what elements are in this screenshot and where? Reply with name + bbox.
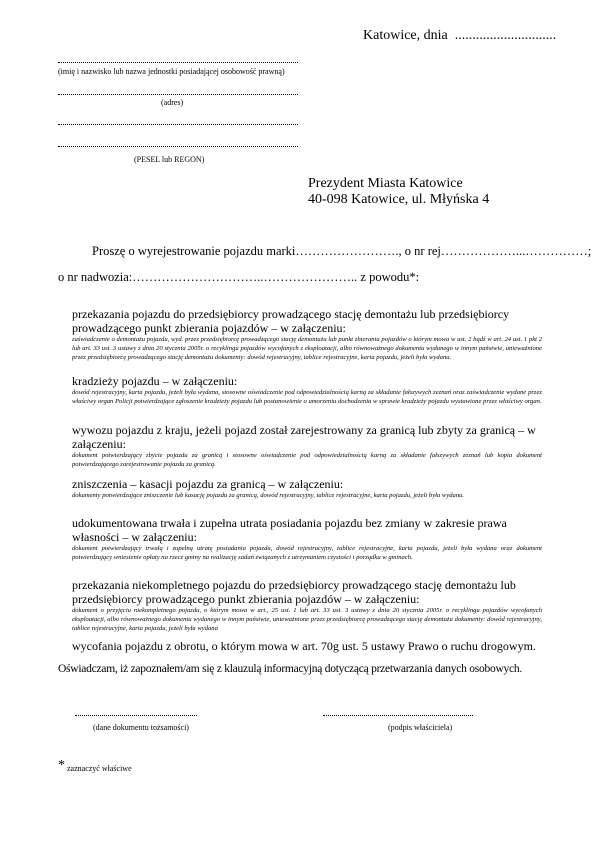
- reason-item-kasacja[interactable]: [72, 477, 542, 500]
- reason-item-demontaz[interactable]: [72, 307, 542, 362]
- reason-title: wycofania pojazdu z obrotu, o którym mowa w art. 70g ust. 5 ustawy Prawo o ruchu drogowym.: [72, 639, 536, 653]
- request-line2: o nr nadwozia:…………………………..………………….. z powodu*:: [58, 270, 420, 284]
- request-line1: Proszę o wyrejestrowanie pojazdu marki……………………., o nr rej………………...……………;: [92, 244, 592, 258]
- footnote-text: zaznaczyć właściwe: [67, 764, 132, 773]
- reason-description: dokument potwierdzający trwałą i zupełną utratę posiadania pojazdu, dowód rejestracyjny, tablice rejestracyjne, karta pojazdu, jeżeli była wydana oraz dokument potwierdzający wniesienie opłaty na rzecz gminy na realizację zadań związanych z utrzymaniem czystości i porządku w gminach.: [72, 545, 542, 561]
- applicant-pesel-label: (PESEL lub REGON): [134, 155, 205, 164]
- applicant-name-line[interactable]: [58, 62, 298, 63]
- identity-document-line[interactable]: [75, 715, 197, 716]
- reason-description: dowód rejestracyjny, karta pojazdu, jeżeli była wydana, stosowne oświadczenie pod odpowiedzialnością karną za składanie fałszywych zeznań oraz zaświadczenie wydane przez właściwy organ Policji potwierdzające zgłoszenie kradzieży pojazdu lub postanowienie o umorzeniu dochodzenia w sprawie kradzieży pojazdu wystawione przez właściwy organ.: [72, 389, 542, 405]
- applicant-extra-line[interactable]: [58, 124, 298, 125]
- reason-item-wywoz[interactable]: [72, 423, 542, 469]
- date-dots: .............................: [454, 28, 557, 43]
- applicant-pesel-line[interactable]: [58, 146, 298, 147]
- reason-item-utrata[interactable]: [72, 516, 542, 562]
- reason-title: zniszczenia – kasacji pojazdu za granicą – w załączeniu:: [72, 477, 344, 491]
- addressee-line2: 40-098 Katowice, ul. Młyńska 4: [308, 192, 490, 207]
- reason-description: dokumenty potwierdzające zniszczenie lub kasację pojazdu za granicą, dowód rejestracyjny, tablice rejestracyjne, karta pojazdu, jeżeli była wydana.: [72, 492, 465, 499]
- reason-item-wycofanie[interactable]: [72, 639, 542, 653]
- reason-title: przekazania niekompletnego pojazdu do przedsiębiorcy prowadzącego stację demontażu lub przedsiębiorcy prowadzącego punkt zbierania pojazdów – w załączeniu:: [72, 578, 516, 606]
- reason-item-kradziez[interactable]: [72, 374, 542, 406]
- reason-title: wywozu pojazdu z kraju, jeżeli pojazd został zarejestrowany za granicą lub zbyty za granicą – w załączeniu:: [72, 423, 536, 451]
- identity-document-label: (dane dokumentu tożsamości): [93, 723, 189, 732]
- reason-title: kradzieży pojazdu – w załączeniu:: [72, 374, 238, 388]
- applicant-address-line[interactable]: [58, 94, 298, 95]
- owner-signature-label: (podpis właściciela): [388, 723, 453, 732]
- date-field[interactable]: [363, 28, 556, 44]
- reason-description: zaświadczenie o demontażu pojazdu, wyd. przez przedsiębiorcę prowadzącego stację demontażu lub punkt zbierania pojazdów o którym mowa w ust. 2 bądź w art. 24 ust. 1 pkt 2 lub art. 33 ust. 3 ustawy z dnia 20 stycznia 2005r. o recyklingu pojazdów wycofanych z eksploatacji, albo równoważnego dokumentu wydanego w innym państwie, unieważnione przez przedsiębiorcę prowadzącego stację demontażu dokumenty: dowód rejestracyjny, tablice rejestracyjne, karta pojazdu, jeżeli była wydana.: [72, 336, 542, 361]
- reason-item-niekompletny[interactable]: [72, 578, 542, 633]
- applicant-name-label: (imię i nazwisko lub nazwa jednostki posiadającej osobowość prawną): [58, 67, 285, 76]
- declaration-text: Oświadczam, iż zapoznałem/am się z klauzulą informacyjną dotyczącą przetwarzania danych osobowych.: [58, 663, 523, 675]
- footnote-star: *: [58, 758, 65, 773]
- applicant-address-label: (adres): [161, 98, 184, 107]
- reason-title: przekazania pojazdu do przedsiębiorcy prowadzącego stację demontażu lub przedsiębiorcy prowadzącego punkt zbierania pojazdów – w załączeniu:: [72, 307, 510, 335]
- reason-title: udokumentowana trwała i zupełna utrata posiadania pojazdu bez zmiany w zakresie prawa własności – w załączeniu:: [72, 516, 507, 544]
- addressee-line1: Prezydent Miasta Katowice: [308, 176, 463, 191]
- date-label: Katowice, dnia: [363, 28, 448, 43]
- reason-description: dokument o przyjęciu niekompletnego pojazdu, o którym mowa w art., 25 ust. 1 lub art. 33 ust. 3 ustawy z dnia 20 stycznia 2005r. o recyklingu pojazdów wycofanych eksploatacji, albo równoważnego dokumentu wydanego w innym państwie, unieważnione przez przedsiębiorcę prowadzącego stację demontażu dokumenty: dowód rejestracyjny, tablice rejestracyjne, karta pojazdu, jeżeli była wydana: [72, 607, 542, 632]
- owner-signature-line[interactable]: [323, 715, 473, 716]
- reason-description: dokument potwierdzający zbycie pojazdu za granicą i stosowne oświadczenie pod odpowiedzialnością karną za składanie fałszywych zeznań lub kopia dokument potwierdzającego zarejestrowanie pojazdu za granicą.: [72, 452, 542, 468]
